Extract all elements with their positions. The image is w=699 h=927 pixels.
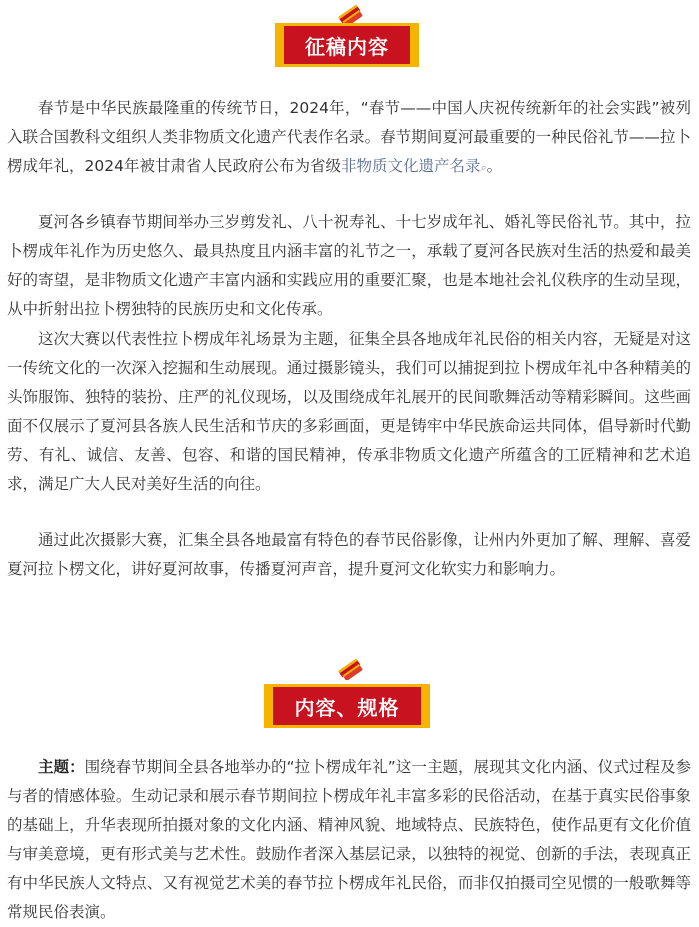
paragraph-rituals: 夏河各乡镇春节期间举办三岁剪发礼、八十祝寿礼、十七岁成年礼、婚礼等民俗礼节。其中，拉卜楞成年礼作为历史悠久、最具热度且内涵丰富的礼节之一，承载了夏河各民族对生活的热爱和最美好的寄望，是非物质文化遗产丰富内涵和实践应用的重要汇聚，也是本地社会礼仪秩序的生动呈现，从中折射出拉卜楞独特的民族历史和文化传承。 [7, 213, 691, 318]
theme-text: 围绕春节期间全县各地举办的“拉卜楞成年礼”这一主题，展现其文化内涵、仪式过程及参与者的情感体验。生动记录和展示春节期间拉卜楞成年礼丰富多彩的民俗活动，在基于真实民俗事象的基础上，升华表现所拍摄对象的文化内涵、精神风貌、地域特点、民族特色，使作品更有文化价值与审美意境，更有形式美与艺术性。鼓励作者深入基层记录，以独特的视觉、创新的手法，表现真正有中华民族人文特点、又有视觉艺术美的春节拉卜楞成年礼民俗，而非仅拍摄司空见惯的一般歌舞等常规民俗表演。 [7, 758, 691, 921]
paragraph-goal: 通过此次摄影大赛，汇集全县各地最富有特色的春节民俗影像，让州内外更加了解、理解、喜爱夏河拉卜楞文化，讲好夏河故事，传播夏河声音，提升夏河文化软实力和影响力。 [7, 531, 691, 578]
firecracker-icon [333, 658, 367, 680]
section-title-content-specs [270, 684, 424, 728]
paragraph-contest: 这次大赛以代表性拉卜楞成年礼场景为主题，征集全县各地成年礼民俗的相关内容，无疑是对这一传统文化的一次深入挖掘和生动展现。通过摄影镜头，我们可以捕捉到拉卜楞成年礼中各种精美的头饰服饰、独特的装扮、庄严的礼仪现场，以及围绕成年礼展开的民间歌舞活动等精彩瞬间。这些画面不仅展示了夏河县各族人民生活和节庆的多彩画面，更是铸牢中华民族命运共同体，倡导新时代勤劳、有礼、诚信、友善、包容、和谐的国民精神，传承非物质文化遗产所蕴含的工匠精神和艺术追求，满足广大人民对美好生活的向往。 [7, 330, 691, 493]
search-icon[interactable]: ⌕ [480, 161, 487, 174]
paragraph-theme [7, 753, 691, 927]
paragraph-intro: 春节是中华民族最隆重的传统节日，2024年，“春节——中国人庆祝传统新年的社会实践”被列入联合国教科文组织人类非物质文化遗产代表作名录。春节期间夏河最重要的一种民俗礼节——拉卜楞成年礼，2024年被甘肃省人民政府公布为省级非物质文化遗产名录⌕。 [7, 99, 691, 175]
theme-label: 主题： [38, 758, 85, 776]
intangible-heritage-link[interactable]: 非物质文化遗产名录 [340, 157, 481, 175]
section-title-text: 内容、规格 [294, 695, 400, 720]
section-title-text: 征稿内容 [305, 34, 389, 59]
section-title-submission-content [281, 23, 413, 67]
